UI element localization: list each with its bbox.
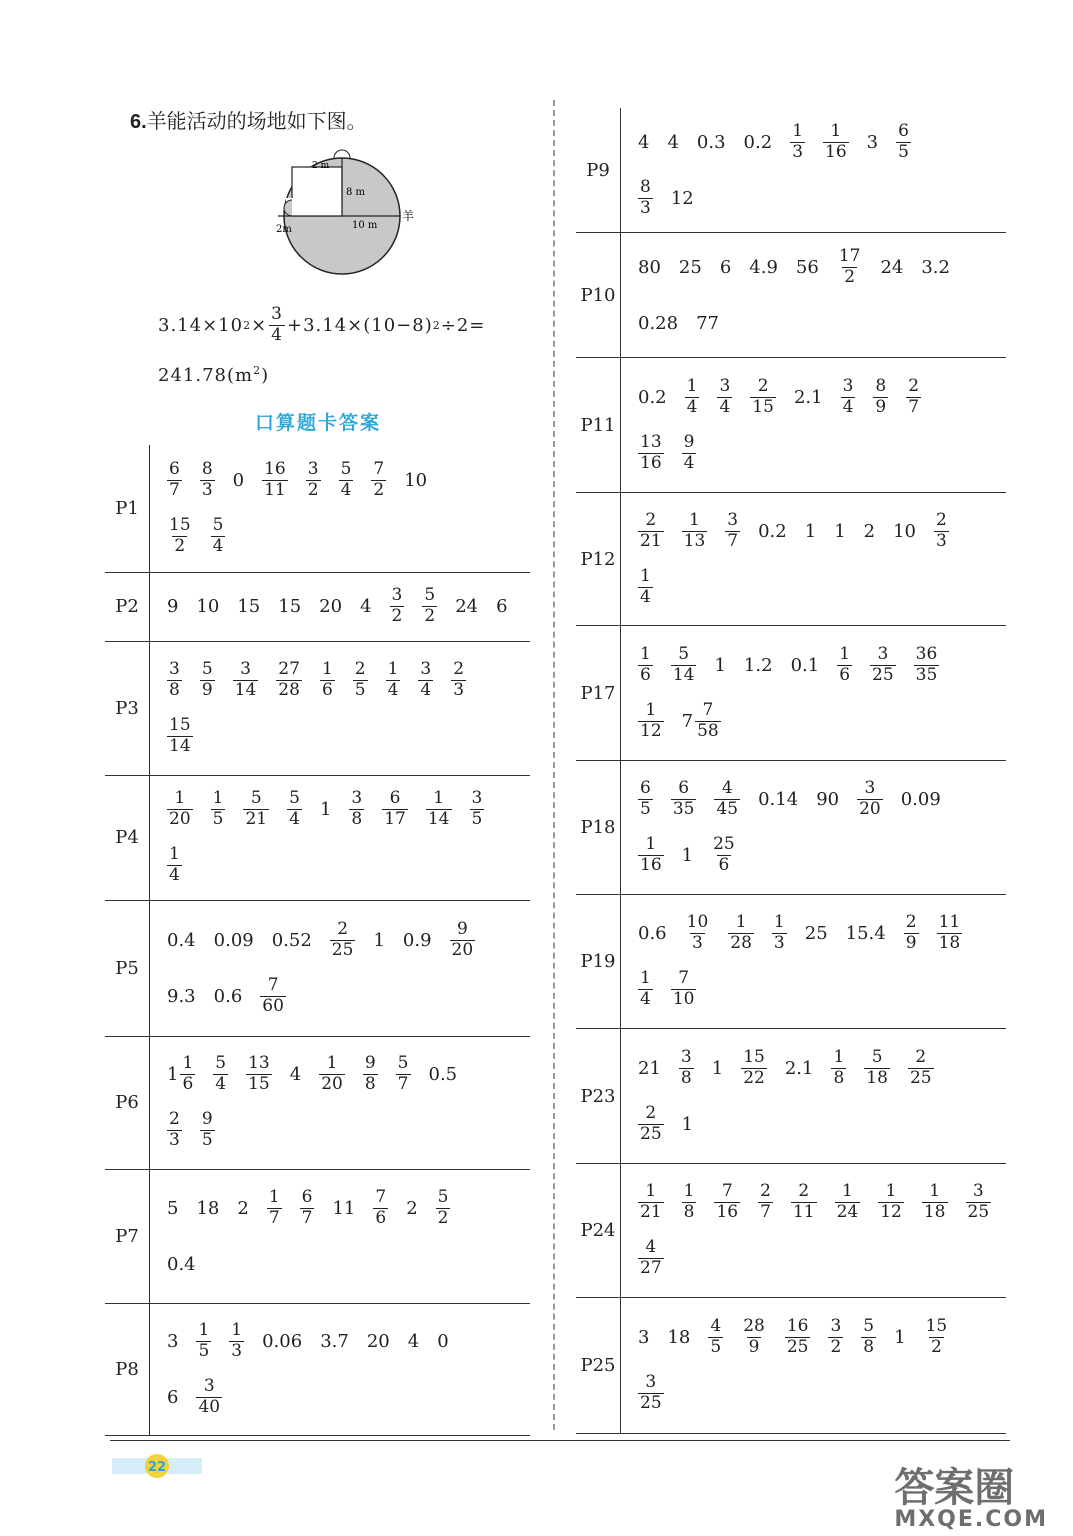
label-vertical: 8 m: [346, 187, 366, 198]
answer-value: 3.2: [921, 256, 950, 278]
fraction: $\frac{3}{5}$: [471, 788, 483, 829]
answer-line: [629, 693, 1002, 749]
fraction: $\frac{3}{2}$: [830, 1316, 842, 1357]
fraction: $\frac{3}{4}$: [420, 658, 432, 700]
fraction: $\frac{6}{5}$: [640, 778, 651, 819]
answer-row: [576, 108, 1006, 233]
fraction: $\frac{7}{2}$: [373, 459, 385, 500]
answer-line: [629, 828, 1002, 884]
answer-value: 18: [196, 1197, 220, 1219]
answer-row: [105, 572, 530, 641]
answer-line: [158, 1180, 526, 1236]
fraction: $\frac{3}{14}$: [234, 658, 257, 700]
answer-value: 1: [894, 1327, 906, 1348]
page-label: P6: [105, 1036, 150, 1169]
answer-cell: [621, 358, 1007, 493]
answer-cell: [150, 900, 531, 1036]
calculation-result: $241.78(m^2)$: [158, 364, 270, 386]
answer-line: [629, 772, 1002, 828]
fraction: $\frac{1}{20}$: [169, 788, 191, 829]
answer-value: 0.1: [790, 654, 820, 676]
answer-value: 0.2: [743, 131, 773, 153]
fraction: $\frac{2}{21}$: [640, 509, 662, 551]
fraction: $\frac{3}{20}$: [859, 778, 881, 819]
answer-line: [629, 239, 1002, 295]
answer-row: [105, 445, 530, 572]
answer-line: [158, 912, 526, 968]
page-label: P25: [576, 1298, 621, 1434]
fraction: $\frac{5}{4}$: [289, 788, 300, 829]
fraction: $\frac{1}{14}$: [427, 788, 450, 829]
fraction: $\frac{2}{11}$: [792, 1181, 815, 1222]
fraction: $\frac{3}{4}$: [271, 304, 283, 345]
answer-value: 4: [289, 1064, 302, 1085]
column-divider: [553, 100, 555, 1430]
page-label: P12: [576, 493, 621, 626]
fraction: $\frac{3}{40}$: [198, 1375, 221, 1417]
fraction: $\frac{1}{16}$: [640, 834, 662, 875]
fraction: $\frac{2}{25}$: [331, 918, 354, 960]
fraction: $\frac{9}{8}$: [364, 1053, 376, 1094]
answer-line: [629, 114, 1002, 170]
answer-value: 0.14: [758, 789, 799, 810]
fraction: $\frac{6}{17}$: [384, 788, 406, 829]
fraction: $\frac{1}{24}$: [836, 1181, 859, 1222]
fraction: $\frac{1}{13}$: [683, 509, 706, 551]
fraction: $\frac{25}{6}$: [713, 834, 735, 875]
fraction: $\frac{5}{7}$: [397, 1053, 409, 1094]
answer-row: [105, 641, 530, 775]
fraction: $\frac{7}{6}$: [375, 1186, 387, 1228]
mixed-number: 1 1 6: [167, 1053, 194, 1094]
fraction: $\frac{3}{8}$: [169, 658, 180, 700]
fraction: $\frac{17}{2}$: [838, 245, 861, 287]
fraction: $\frac{2}{25}$: [909, 1046, 932, 1088]
answer-row: [105, 1303, 530, 1435]
answer-value: 0.52: [271, 929, 312, 951]
answer-value: 10: [196, 596, 220, 617]
answer-value: 1: [714, 654, 726, 676]
answer-line: [158, 838, 526, 894]
fraction: $\frac{2}{25}$: [640, 1102, 662, 1144]
answer-value: 4: [638, 131, 650, 153]
answer-value: 4: [360, 596, 372, 617]
fraction: $\frac{1}{5}$: [212, 788, 224, 829]
answer-table-left: [105, 445, 530, 1436]
answer-value: 1: [681, 1113, 694, 1135]
label-horizontal: 10 m: [352, 220, 378, 231]
answer-cell: [621, 761, 1007, 895]
page-label: P8: [105, 1303, 150, 1435]
fraction: $\frac{1}{16}$: [825, 120, 847, 162]
answer-cell: [150, 641, 531, 775]
answer-cell: [150, 775, 531, 900]
fraction: $\frac{8}{9}$: [875, 375, 887, 417]
fraction: $\frac{4}{5}$: [710, 1316, 722, 1357]
answer-value: 0.4: [167, 1253, 196, 1275]
fraction: $\frac{6}{35}$: [672, 778, 695, 819]
answer-value: 3: [866, 131, 879, 153]
page-label: P3: [105, 641, 150, 775]
fraction: $\frac{15}{2}$: [925, 1316, 948, 1357]
section-title: 口算题卡答案: [255, 412, 382, 434]
answer-value: 0.9: [402, 929, 432, 951]
answer-value: 18: [667, 1327, 691, 1348]
answer-row: [105, 1169, 530, 1303]
answer-value: 2.1: [784, 1057, 814, 1079]
answer-cell: [621, 895, 1007, 1029]
fraction: $\frac{1}{6}$: [839, 643, 851, 685]
page-label: P10: [576, 233, 621, 358]
page-label: P4: [105, 775, 150, 900]
answer-line: [629, 559, 1002, 615]
answer-value: 0.28: [638, 312, 679, 334]
answer-value: 0.06: [262, 1330, 303, 1352]
answer-value: 1: [834, 520, 846, 542]
label-left: 2m: [276, 224, 292, 235]
answer-value: 1: [711, 1057, 724, 1079]
fraction: $\frac{1}{7}$: [268, 1186, 280, 1228]
answer-cell: [621, 1029, 1007, 1164]
answer-value: 77: [696, 312, 719, 334]
answer-value: 1: [319, 799, 332, 820]
answer-value: 5: [167, 1197, 179, 1219]
fraction: $\frac{1}{20}$: [321, 1053, 343, 1094]
page-label: P19: [576, 895, 621, 1029]
answer-value: 2: [237, 1197, 249, 1219]
answer-value: 3: [638, 1327, 650, 1348]
fraction: $\frac{2}{3}$: [936, 509, 947, 551]
fraction: $\frac{5}{4}$: [340, 459, 352, 500]
fraction: $\frac{1}{4}$: [169, 844, 180, 885]
label-top: 2 m: [312, 161, 330, 171]
answer-value: 1: [804, 520, 817, 542]
fraction: $\frac{2}{9}$: [905, 912, 917, 953]
answer-row: [576, 761, 1006, 895]
fraction: $\frac{8}{3}$: [201, 459, 213, 500]
answer-value: 21: [638, 1057, 661, 1079]
fraction: $\frac{16}{25}$: [786, 1316, 809, 1357]
answer-value: 4.9: [749, 256, 778, 278]
answer-row: [105, 1036, 530, 1169]
fraction: $\frac{6}{7}$: [169, 459, 180, 500]
fraction: $\frac{1}{6}$: [321, 658, 333, 700]
answer-line: [629, 1175, 1002, 1231]
watermark: 答案圈 MXQE.COM: [894, 1465, 1048, 1532]
fraction: $\frac{9}{4}$: [683, 431, 695, 473]
answer-cell: [150, 445, 531, 572]
fraction: $\frac{13}{15}$: [248, 1053, 270, 1094]
answer-line: [158, 452, 526, 508]
answer-value: 2: [863, 520, 876, 542]
fraction: $\frac{9}{5}$: [201, 1109, 213, 1150]
fraction: $\frac{10}{3}$: [686, 912, 709, 953]
answer-line: [158, 708, 526, 764]
answer-cell: [621, 493, 1007, 626]
fraction: $\frac{1}{12}$: [880, 1181, 902, 1222]
question-text: 羊能活动的场地如下图。: [146, 109, 367, 133]
label-sheep: 羊: [402, 209, 415, 223]
fraction: $\frac{5}{21}$: [245, 788, 268, 829]
answer-value: 2.1: [793, 386, 823, 408]
answer-value: 25: [678, 256, 702, 278]
answer-value: 6: [496, 596, 508, 617]
answer-line: [158, 579, 526, 635]
fraction: $\frac{2}{15}$: [752, 375, 774, 417]
page-badge-graphic: [112, 1452, 202, 1480]
answer-value: 0.6: [638, 923, 667, 944]
fraction: $\frac{1}{8}$: [683, 1181, 695, 1222]
fraction: $\frac{5}{2}$: [437, 1186, 449, 1228]
fraction: $\frac{3}{8}$: [351, 788, 363, 829]
fraction: $\frac{1}{6}$: [640, 643, 651, 685]
fraction: $\frac{1}{3}$: [792, 120, 804, 162]
fraction: $\frac{1}{4}$: [686, 375, 698, 417]
answer-value: 1: [373, 929, 385, 951]
fraction: $\frac{16}{11}$: [264, 459, 286, 500]
fraction: $\frac{3}{2}$: [391, 585, 403, 626]
fraction: $\frac{5}{2}$: [424, 585, 436, 626]
answer-value: 90: [816, 789, 840, 810]
fraction: $\frac{1}{3}$: [773, 912, 785, 953]
answer-line: [629, 1310, 1002, 1366]
answer-line: [629, 295, 1002, 351]
fraction: $\frac{2}{7}$: [760, 1181, 771, 1222]
fraction: $\frac{2}{3}$: [169, 1109, 180, 1150]
answer-line: [629, 637, 1002, 693]
answer-value: 2: [406, 1197, 418, 1219]
fraction: $\frac{5}{14}$: [672, 643, 695, 685]
answer-row: [576, 358, 1006, 493]
page-number: 22: [147, 1460, 167, 1475]
answer-value: 4: [667, 131, 679, 153]
answer-value: 3: [167, 1330, 179, 1352]
answer-line: [158, 782, 526, 838]
fraction: $\frac{2}{5}$: [354, 658, 366, 700]
answer-value: 0.4: [167, 929, 196, 951]
answer-line: [629, 962, 1002, 1018]
page-label: P2: [105, 572, 150, 641]
answer-line: [158, 1236, 526, 1292]
page-number-badge: [112, 1452, 202, 1480]
answer-value: 10: [893, 520, 917, 542]
sheep-area-figure: [272, 140, 432, 290]
fraction: $\frac{7}{16}$: [716, 1181, 739, 1222]
answer-value: 25: [804, 923, 828, 944]
answer-row: [105, 775, 530, 900]
answer-line: [158, 1047, 526, 1103]
footer-line: [110, 1440, 1010, 1441]
fraction: $\frac{28}{9}$: [743, 1316, 765, 1357]
fraction: $\frac{5}{8}$: [863, 1316, 875, 1357]
answer-value: 4: [407, 1330, 420, 1352]
answer-line: [629, 369, 1002, 425]
answer-cell: [621, 1164, 1007, 1298]
answer-value: 80: [638, 256, 661, 278]
page-label: P11: [576, 358, 621, 493]
fraction: $\frac{13}{16}$: [640, 431, 662, 473]
question-6: [130, 105, 367, 134]
fraction: $\frac{11}{18}$: [938, 912, 961, 953]
answer-value: 20: [319, 596, 343, 617]
fraction: $\frac{15}{22}$: [743, 1046, 765, 1088]
fraction: $\frac{36}{35}$: [915, 643, 938, 685]
answer-value: 15: [237, 596, 261, 617]
answer-value: 0.09: [213, 929, 254, 951]
fraction: $\frac{2}{7}$: [908, 375, 920, 417]
answer-value: 0.2: [758, 520, 787, 542]
mixed-number: 7 7 58: [681, 699, 719, 741]
answer-value: 15.4: [845, 923, 886, 944]
answer-row: [576, 1029, 1006, 1164]
fraction: $\frac{3}{4}$: [842, 375, 854, 417]
fraction: $\frac{1}{21}$: [640, 1181, 662, 1222]
answer-cell: [150, 572, 531, 641]
page-label: P1: [105, 445, 150, 572]
answer-row: [576, 895, 1006, 1029]
answer-cell: [621, 233, 1007, 358]
answer-line: [629, 425, 1002, 481]
fraction: $\frac{8}{3}$: [640, 176, 651, 218]
answer-value: 10: [404, 469, 428, 491]
fraction: $\frac{6}{7}$: [301, 1186, 313, 1228]
answer-value: 12: [670, 187, 694, 209]
answer-value: 0: [232, 469, 245, 491]
answer-value: 1.2: [743, 654, 773, 676]
fraction: $\frac{5}{18}$: [866, 1046, 888, 1088]
page-label: P7: [105, 1169, 150, 1303]
fraction: $\frac{1}{12}$: [640, 699, 662, 741]
answer-line: [158, 508, 526, 564]
answer-cell: [621, 626, 1007, 761]
answer-value: 0.5: [428, 1064, 458, 1085]
fraction: $\frac{27}{28}$: [278, 658, 300, 700]
fraction: $\frac{2}{3}$: [453, 658, 465, 700]
answer-line: [629, 1040, 1002, 1096]
answer-value: 6: [719, 256, 732, 278]
fraction: $\frac{6}{5}$: [898, 120, 909, 162]
answer-cell: [150, 1169, 531, 1303]
answer-row: [105, 900, 530, 1036]
fraction: $\frac{15}{14}$: [169, 714, 191, 756]
answer-table-right: [576, 108, 1006, 1434]
answer-value: 0.6: [213, 985, 243, 1007]
answer-row: [576, 233, 1006, 358]
answer-line: [158, 1103, 526, 1159]
fraction: $\frac{1}{5}$: [198, 1319, 210, 1361]
answer-line: [629, 1366, 1002, 1422]
answer-value: 24: [880, 256, 904, 278]
answer-line: [629, 906, 1002, 962]
fraction: $\frac{3}{25}$: [640, 1372, 662, 1413]
fraction: $\frac{1}{4}$: [387, 658, 399, 700]
answer-value: 6: [167, 1386, 179, 1408]
answer-row: [576, 1164, 1006, 1298]
answer-cell: [150, 1303, 531, 1435]
fraction: $\frac{3}{8}$: [680, 1046, 692, 1088]
fraction: $\frac{9}{20}$: [451, 918, 474, 960]
page-label: P23: [576, 1029, 621, 1164]
answer-value: 11: [332, 1197, 356, 1219]
page-label: P17: [576, 626, 621, 761]
answer-value: 0.09: [900, 789, 941, 810]
fraction: $\frac{7}{10}$: [672, 968, 695, 1009]
answer-line: [158, 1369, 526, 1425]
answer-value: 0.3: [696, 131, 726, 153]
answer-line: [158, 968, 526, 1024]
page-label: P24: [576, 1164, 621, 1298]
answer-value: 15: [278, 596, 302, 617]
answer-row: [576, 626, 1006, 761]
answer-value: 24: [455, 596, 479, 617]
answer-cell: [150, 1036, 531, 1169]
fraction: $\frac{1}{8}$: [833, 1046, 845, 1088]
page-label: P5: [105, 900, 150, 1036]
question-number: 6.: [130, 111, 147, 133]
answer-cell: [621, 1298, 1007, 1434]
answer-value: 0: [437, 1330, 449, 1352]
answer-cell: [621, 108, 1007, 233]
fraction: $\frac{3}{25}$: [967, 1181, 990, 1222]
fraction: $\frac{4}{27}$: [640, 1237, 662, 1278]
fraction: $\frac{3}{2}$: [307, 459, 319, 500]
fraction: $\frac{15}{2}$: [169, 515, 191, 556]
fraction: $\frac{3}{25}$: [872, 643, 894, 685]
answer-line: [158, 1313, 526, 1369]
page-label: P9: [576, 108, 621, 233]
answer-line: [158, 652, 526, 708]
fraction: $\frac{5}{4}$: [212, 515, 224, 556]
fraction: $\frac{4}{45}$: [716, 778, 739, 819]
fraction: $\frac{1}{4}$: [640, 565, 651, 607]
calculation-line: 3.14×10 2 × $\frac{3}{4}$ +3.14×(10−8) 2 ÷2=: [158, 304, 486, 345]
fraction: $\frac{7}{60}$: [262, 974, 284, 1016]
answer-value: 56: [795, 256, 819, 278]
answer-row: [576, 1298, 1006, 1434]
fraction: $\frac{5}{4}$: [215, 1053, 227, 1094]
answer-line: [629, 170, 1002, 226]
fraction: $\frac{3}{4}$: [719, 375, 731, 417]
answer-line: [629, 1231, 1002, 1287]
answer-value: 9: [167, 596, 179, 617]
fraction: $\frac{1}{4}$: [640, 968, 651, 1009]
answer-value: 1: [681, 845, 694, 866]
fraction: $\frac{5}{9}$: [201, 658, 213, 700]
answer-line: [629, 1096, 1002, 1152]
answer-value: 20: [366, 1330, 390, 1352]
answer-value: 3.7: [320, 1330, 349, 1352]
fraction: $\frac{3}{7}$: [727, 509, 739, 551]
fraction: $\frac{1}{3}$: [231, 1319, 243, 1361]
fraction: $\frac{1}{18}$: [923, 1181, 946, 1222]
answer-value: 0.2: [638, 386, 667, 408]
page-label: P18: [576, 761, 621, 895]
answer-line: [629, 503, 1002, 559]
answer-row: [576, 493, 1006, 626]
answer-value: 9.3: [167, 985, 196, 1007]
fraction: $\frac{1}{28}$: [730, 912, 752, 953]
